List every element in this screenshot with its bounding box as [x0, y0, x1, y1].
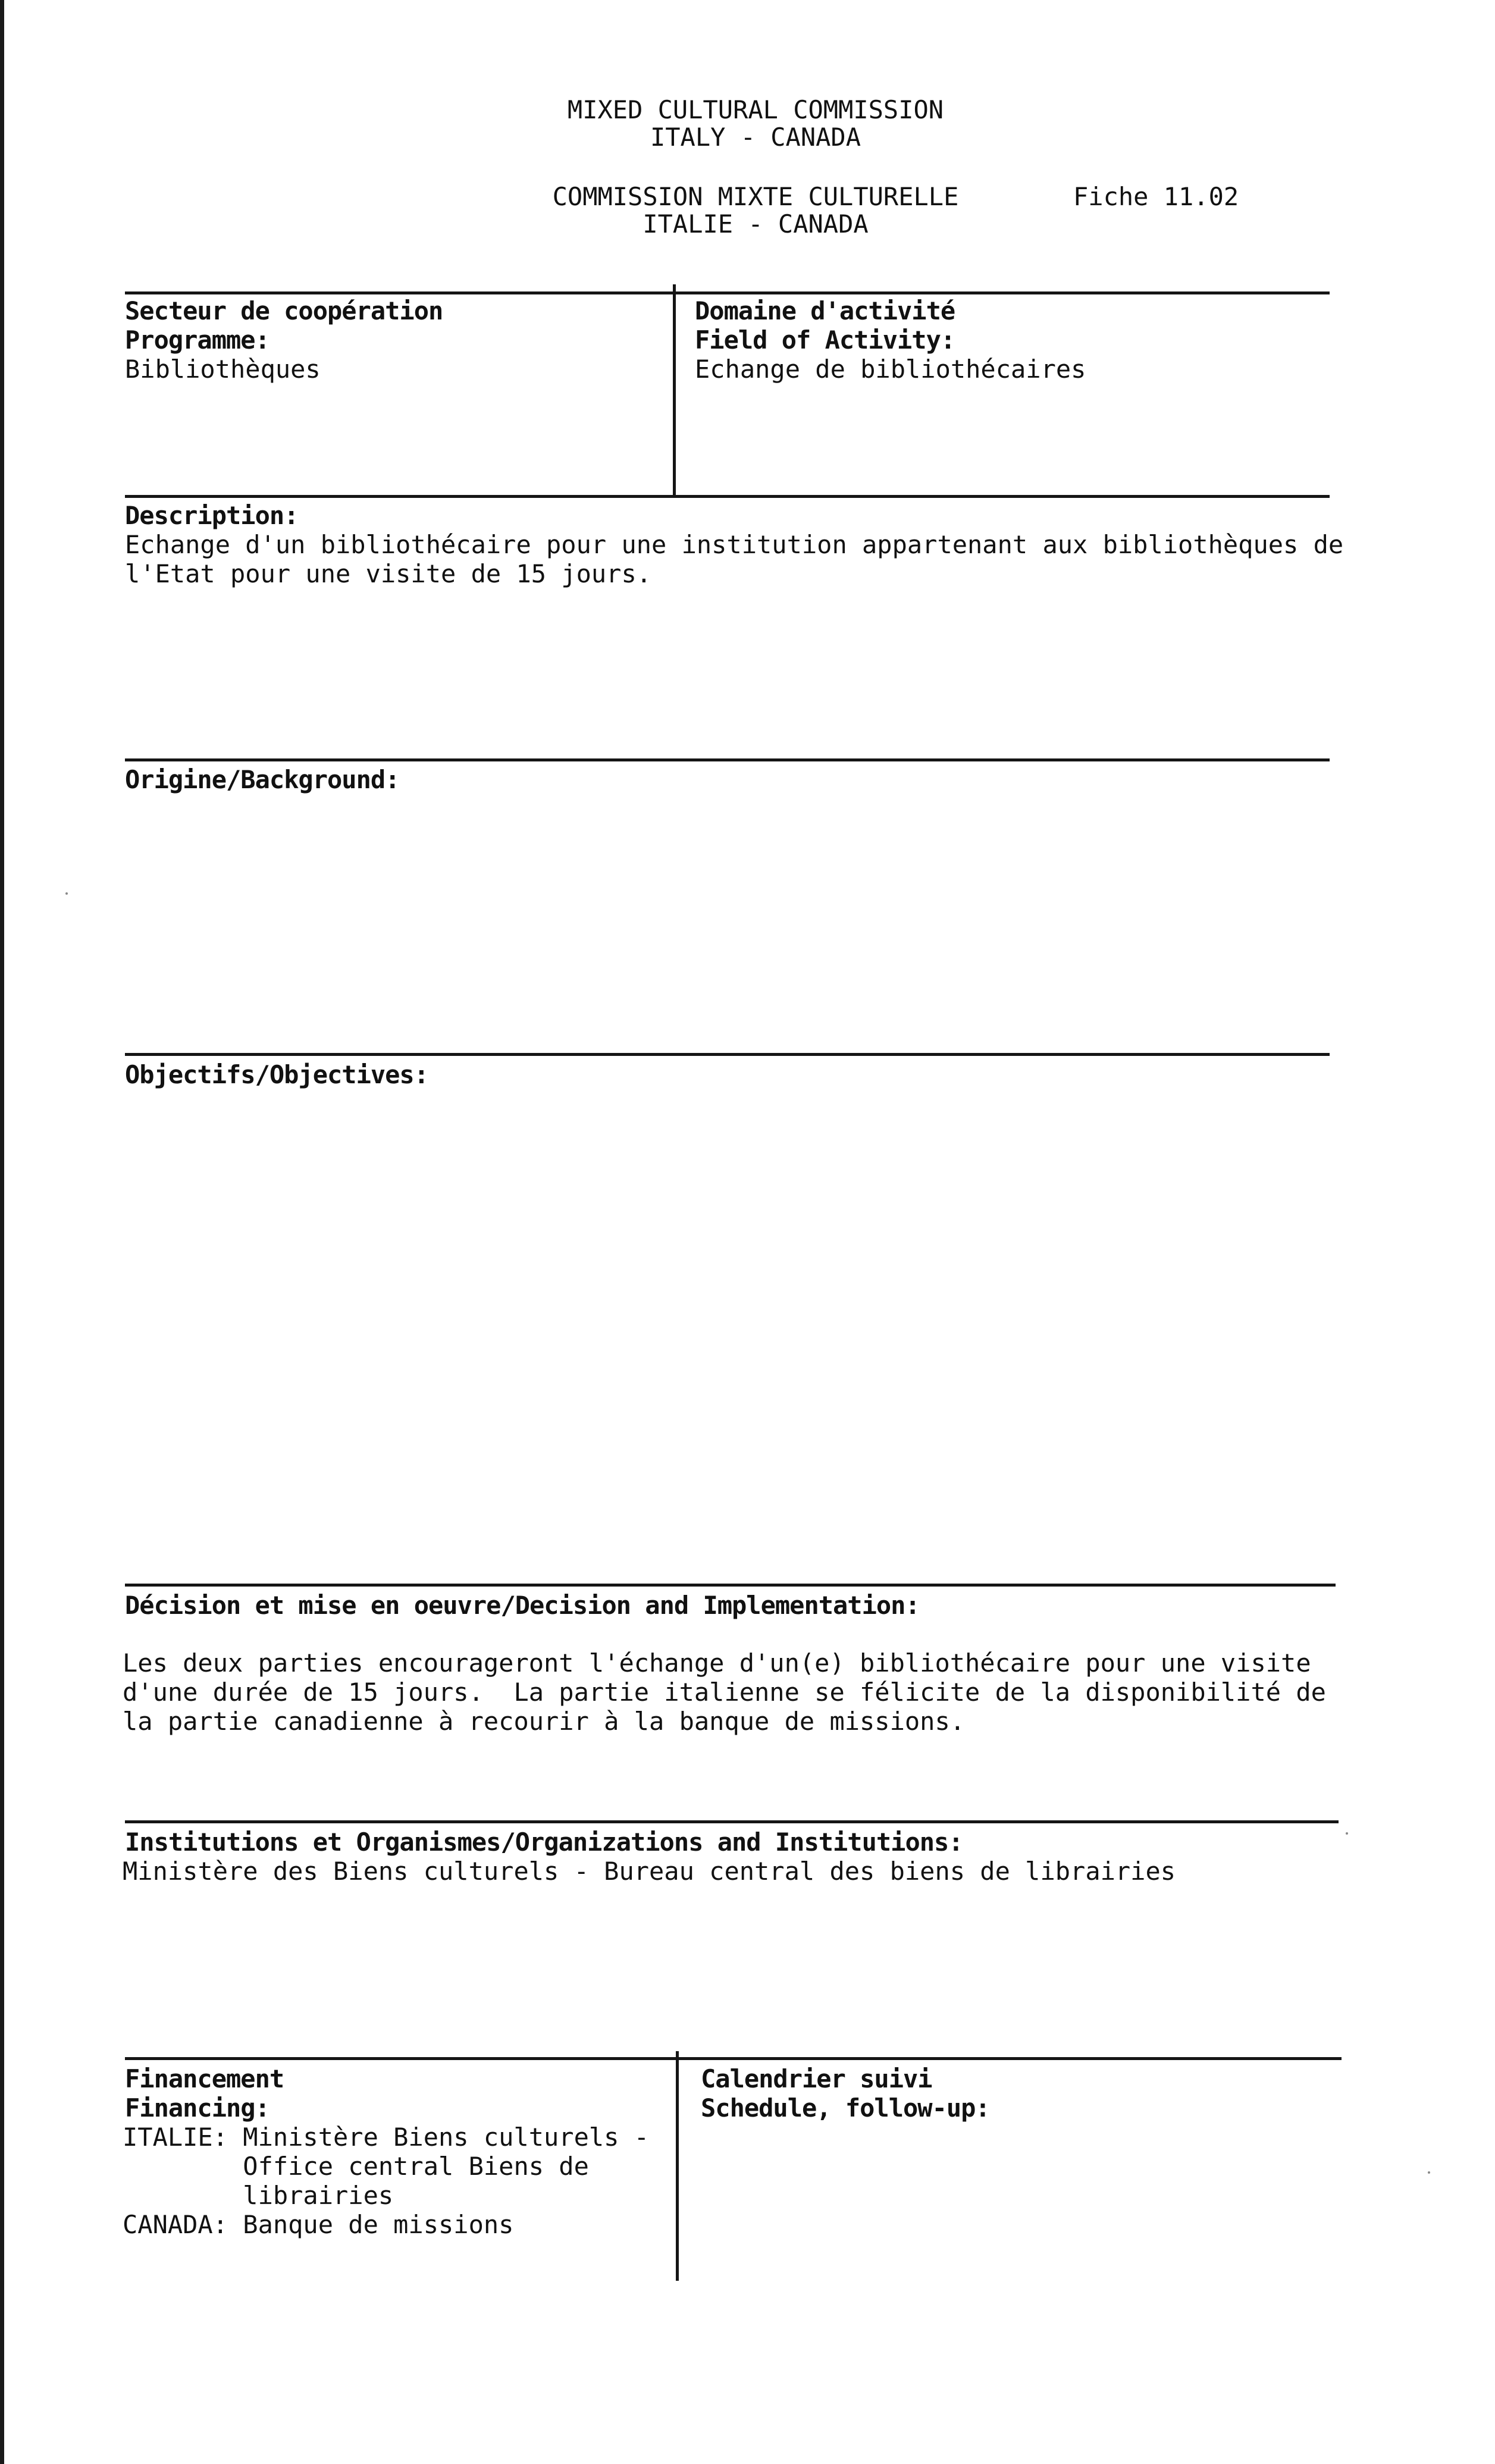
header-title-fr: COMMISSION MIXTE CULTURELLE — [552, 182, 959, 211]
decision-line: d'une durée de 15 jours. La partie italienne se félicite de la disponibilité de — [123, 1678, 1326, 1707]
header-countries-en: ITALY - CANADA — [650, 123, 861, 152]
field-label: Field of Activity: — [695, 325, 955, 355]
scan-speck — [1346, 1832, 1348, 1835]
rule-financing-divider — [676, 2051, 679, 2281]
rule-sector-top — [125, 291, 1330, 294]
decision-line: la partie canadienne à recourir à la banque de missions. — [123, 1707, 966, 1736]
scan-speck — [65, 892, 68, 895]
background-label: Origine/Background: — [125, 765, 400, 794]
description-line: Echange d'un bibliothécaire pour une institution appartenant aux bibliothèques de — [125, 530, 1344, 559]
rule-financing-top — [125, 2057, 1342, 2060]
financing-label-en: Financing: — [125, 2093, 269, 2123]
header-countries-fr: ITALIE - CANADA — [642, 209, 869, 239]
financing-label-fr: Financement — [125, 2064, 284, 2093]
description-line: l'Etat pour une visite de 15 jours. — [125, 559, 652, 588]
description-label: Description: — [125, 501, 299, 530]
fiche-number: Fiche 11.02 — [1073, 182, 1239, 211]
rule-description-top — [125, 495, 1330, 498]
scan-edge — [0, 0, 4, 2464]
institutions-label: Institutions et Organismes/Organizations and Institutions: — [125, 1827, 963, 1857]
rule-objectives-top — [125, 1053, 1330, 1056]
institutions-value: Ministère des Biens culturels - Bureau central des biens de librairies — [123, 1857, 1176, 1886]
schedule-label-en: Schedule, follow-up: — [701, 2093, 990, 2123]
financing-line: librairies — [123, 2181, 394, 2210]
domain-label: Domaine d'activité — [695, 296, 955, 325]
financing-line: ITALIE: Ministère Biens culturels - — [123, 2123, 650, 2152]
field-value: Echange de bibliothécaires — [695, 355, 1086, 384]
rule-background-top — [125, 758, 1330, 761]
scan-speck — [1428, 2171, 1430, 2174]
decision-line: Les deux parties encourageront l'échange d'un(e) bibliothécaire pour une visite — [123, 1648, 1311, 1678]
financing-line: CANADA: Banque de missions — [123, 2210, 514, 2239]
decision-label: Décision et mise en oeuvre/Decision and Implementation: — [125, 1591, 920, 1620]
programme-value: Bibliothèques — [125, 355, 321, 384]
schedule-label-fr: Calendrier suivi — [701, 2064, 932, 2093]
header-title-en: MIXED CULTURAL COMMISSION — [567, 95, 944, 124]
rule-decision-top — [125, 1584, 1336, 1587]
financing-line: Office central Biens de — [123, 2152, 589, 2181]
objectives-label: Objectifs/Objectives: — [125, 1060, 429, 1089]
rule-sector-divider — [673, 284, 676, 497]
rule-institutions-top — [125, 1820, 1339, 1823]
sector-label: Secteur de coopération — [125, 296, 443, 325]
programme-label: Programme: — [125, 325, 269, 355]
